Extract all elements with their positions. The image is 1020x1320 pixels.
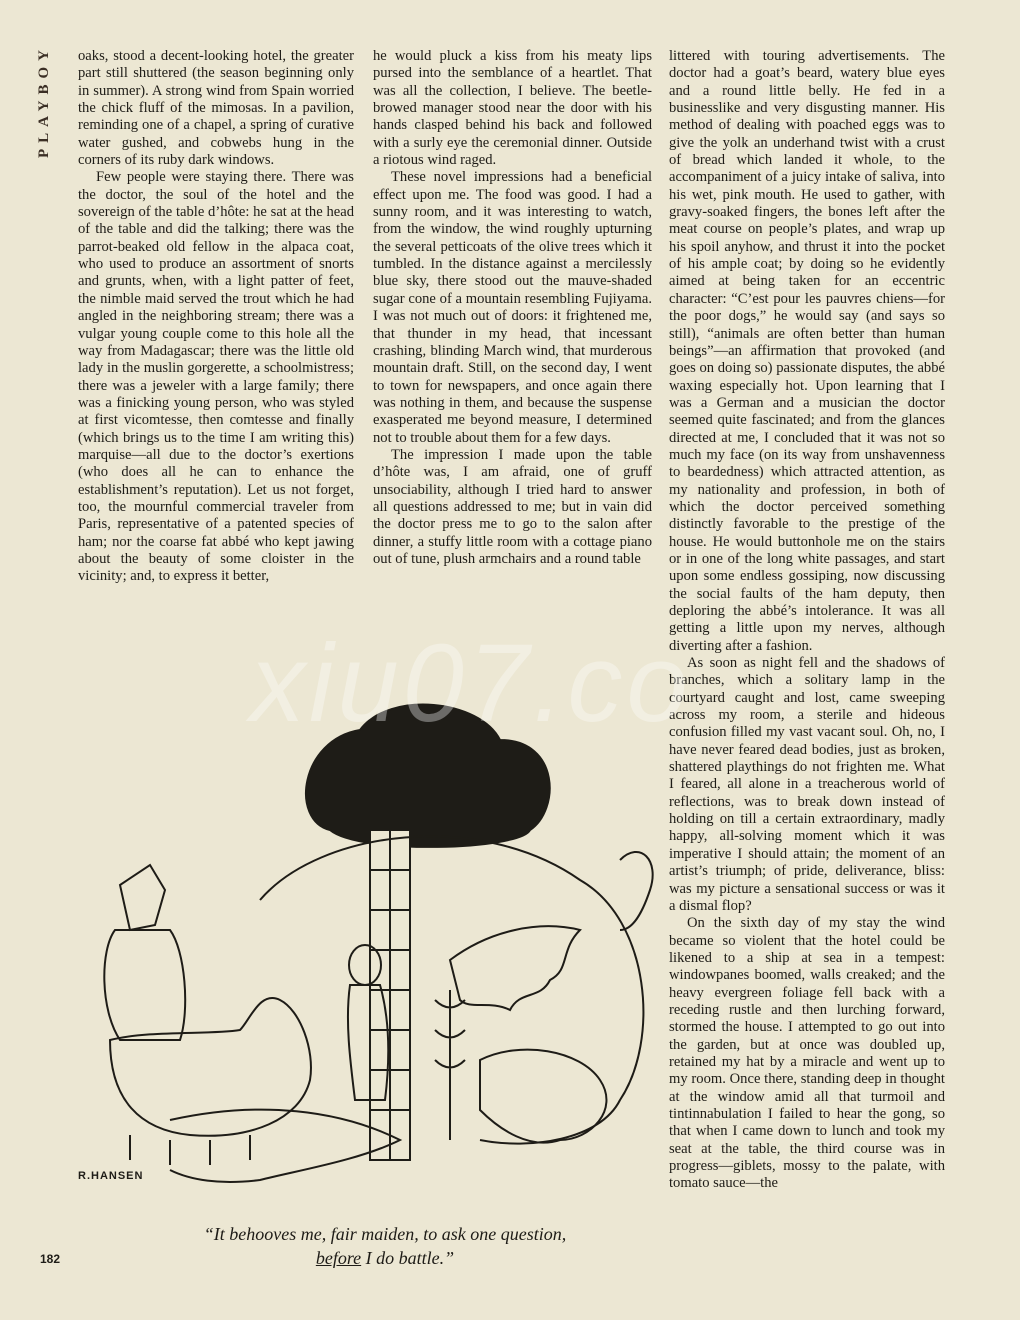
knight-body <box>104 930 185 1040</box>
text-column-1 <box>78 48 354 586</box>
paragraph: As soon as night fell and the shadows of branches, which a solitary lamp in the courtyard caught and lost, came sweeping across my room, a sterile and hideous confusion filled my vast vacant soul. Oh, no, I have never feared dead bodies, just as broken, shattered playthings do not frighten me. What I feared, all alone in a treacherous world of reflections, was to break down instead of holding on till a certain extraordinary, madly happy, all-solving moment which it was imperative I should attain; the moment of an artist’s triumph; of pride, deliverance, bliss: was my picture a sensational success or was it a dismal flop? <box>669 655 945 914</box>
cartoon-illustration <box>60 680 660 1240</box>
knight-helmet <box>120 865 165 930</box>
caption-text-end: I do battle.” <box>361 1248 455 1268</box>
paragraph: These novel impressions had a beneficial effect upon me. The food was good. I had a sunny room, and it was interesting to watch, from the window, the wind roughly upturning the several petticoats of the olive trees which it tumbled. In the distance against a mercilessly blue sky, there stood out the mauve-shaded sugar cone of a mountain resembling Fujiyama. I was not much out of doors: it frightened me, that thunder in my head, that incessant crashing, blinding March wind, that murderous mountain draft. Still, on the second day, I went to town for newspapers, and once again there was nothing in them, and because the suspense exasperated me beyond measure, I determined not to trouble about them for a few days. <box>373 169 652 446</box>
masthead: PLAYBOY <box>36 44 52 158</box>
paragraph: Few people were staying there. There was the doctor, the soul of the hotel and the sovereign of the table d’hôte: he sat at the head of the table and did the talking; there was the parrot-beaked old fellow in the alpaca coat, who used to produce an assortment of snorts and grunts, when, with a light patter of feet, the nimble maid served the trout which he had angled in the neighboring stream; there was a vulgar young couple come to this hole all the way from Madagascar; there was the little old lady in the muslin gorgerette, a schoolmistress; there was a jeweler with a large family; there was a finicking young person, who was styled at first vicomtesse, then comtesse and finally (which brings us to the time I am writing this) marquise—all due to the doctor’s exertions (who does all he can to enhance the establishment’s reputation). Let us not forget, too, the mournful commercial traveler from Paris, representative of a patented species of ham; nor the coarse fat abbé who kept jawing about the beauty of some cloister in the vicinity; and, to express it better, <box>78 169 354 585</box>
paragraph: he would pluck a kiss from his meaty lips pursed into the semblance of a heartlet. That was all the collection, I believe. The beetle-browed manager stood near the door with his hands clasped behind his back and followed with a surly eye the ceremonial dinner. Outside a riotous wind raged. <box>373 48 652 169</box>
caption-text: “It behooves me, fair maiden, to ask one question, <box>203 1224 567 1244</box>
dragon-wing <box>450 926 580 1010</box>
text-column-3 <box>669 48 945 1193</box>
watermark: xiu07.co <box>250 622 692 745</box>
caption-emphasis: before <box>315 1248 362 1268</box>
page-number: 182 <box>40 1252 61 1266</box>
paragraph: On the sixth day of my stay the wind became so violent that the hotel could be likened to a ship at sea in a tempest: windowpanes boomed, walls creaked; and the heavy evergreen foliage fell back with a receding rustle and then lurching forward, stormed the house. I attempted to go out into the garden, but at once was doubled up, retained my hat by a miracle and went up to my room. Once there, standing deep in thought at the window amid all that turmoil and tintinnabulation I failed to hear the gong, so that when I came down to lunch and took my seat at the table, the third course was in progress—giblets, mossy to the palate, with tomato sauce—the <box>669 915 945 1192</box>
tree-canopy <box>306 705 550 847</box>
text-column-2 <box>373 48 652 568</box>
dragon-body <box>260 836 643 1143</box>
paragraph: The impression I made upon the table d’hôte was, I am afraid, one of gruff unsociability, although I tried hard to answer all questions addressed to me; but in vain did the doctor press me to go to the salon after dinner, a stuffy little room with a cottage piano out of tune, plush armchairs and a round table <box>373 446 652 567</box>
plant <box>435 990 465 1140</box>
dragon-tail <box>170 1110 400 1182</box>
paragraph: oaks, stood a decent-looking hotel, the greater part still shuttered (the season beginning only in summer). A strong wind from Spain worried the chick fluff of the mimosas. In a pavilion, reminding one of a chapel, a spring of curative water gushed, and cobwebs hung in the corners of its ruby dark windows. <box>78 48 354 169</box>
artist-signature: R.HANSEN <box>78 1170 144 1182</box>
illustration-caption <box>200 1222 570 1270</box>
horse <box>110 998 311 1136</box>
paragraph: littered with touring advertisements. The doctor had a goat’s beard, watery blue eyes and a round little belly. He fed in a businesslike and very disgusting manner. His method of dealing with poached eggs was to give the yolk an underhand twist with a crust of bread which landed it whole, to the accompaniment of a juicy intake of saliva, into his wet, pink mouth. He used to gather, with gravy-soaked fingers, the bones left after the meat course on people’s plates, and wrap up his spoil anyhow, and thrust it into the pocket of his ample coat; by doing so he evidently aimed at being taken for an eccentric character: “C’est pour les pauvres chiens—for the poor dogs,” he would say (and says so still), “animals are often better than human beings”—an affirmation that provoked (and goes on doing so) passionate disputes, the abbé waxing especially hot. Upon learning that I was a German and a musician the doctor seemed quite fascinated; and from the glances directed at me, I concluded that it was not so much my face (on its way from unshavenness to beardedness) which attracted attention, as my nationality and profession, in both of which the doctor perceived something distinctly favorable to the prestige of the house. He would buttonhole me on the stairs or in one of the long white passages, and start upon some endless gossiping, now discussing the social faults of the ham deputy, then deploring the abbé’s intolerance. It was all getting a little upon my nerves, although diverting after a fashion. <box>669 48 945 654</box>
